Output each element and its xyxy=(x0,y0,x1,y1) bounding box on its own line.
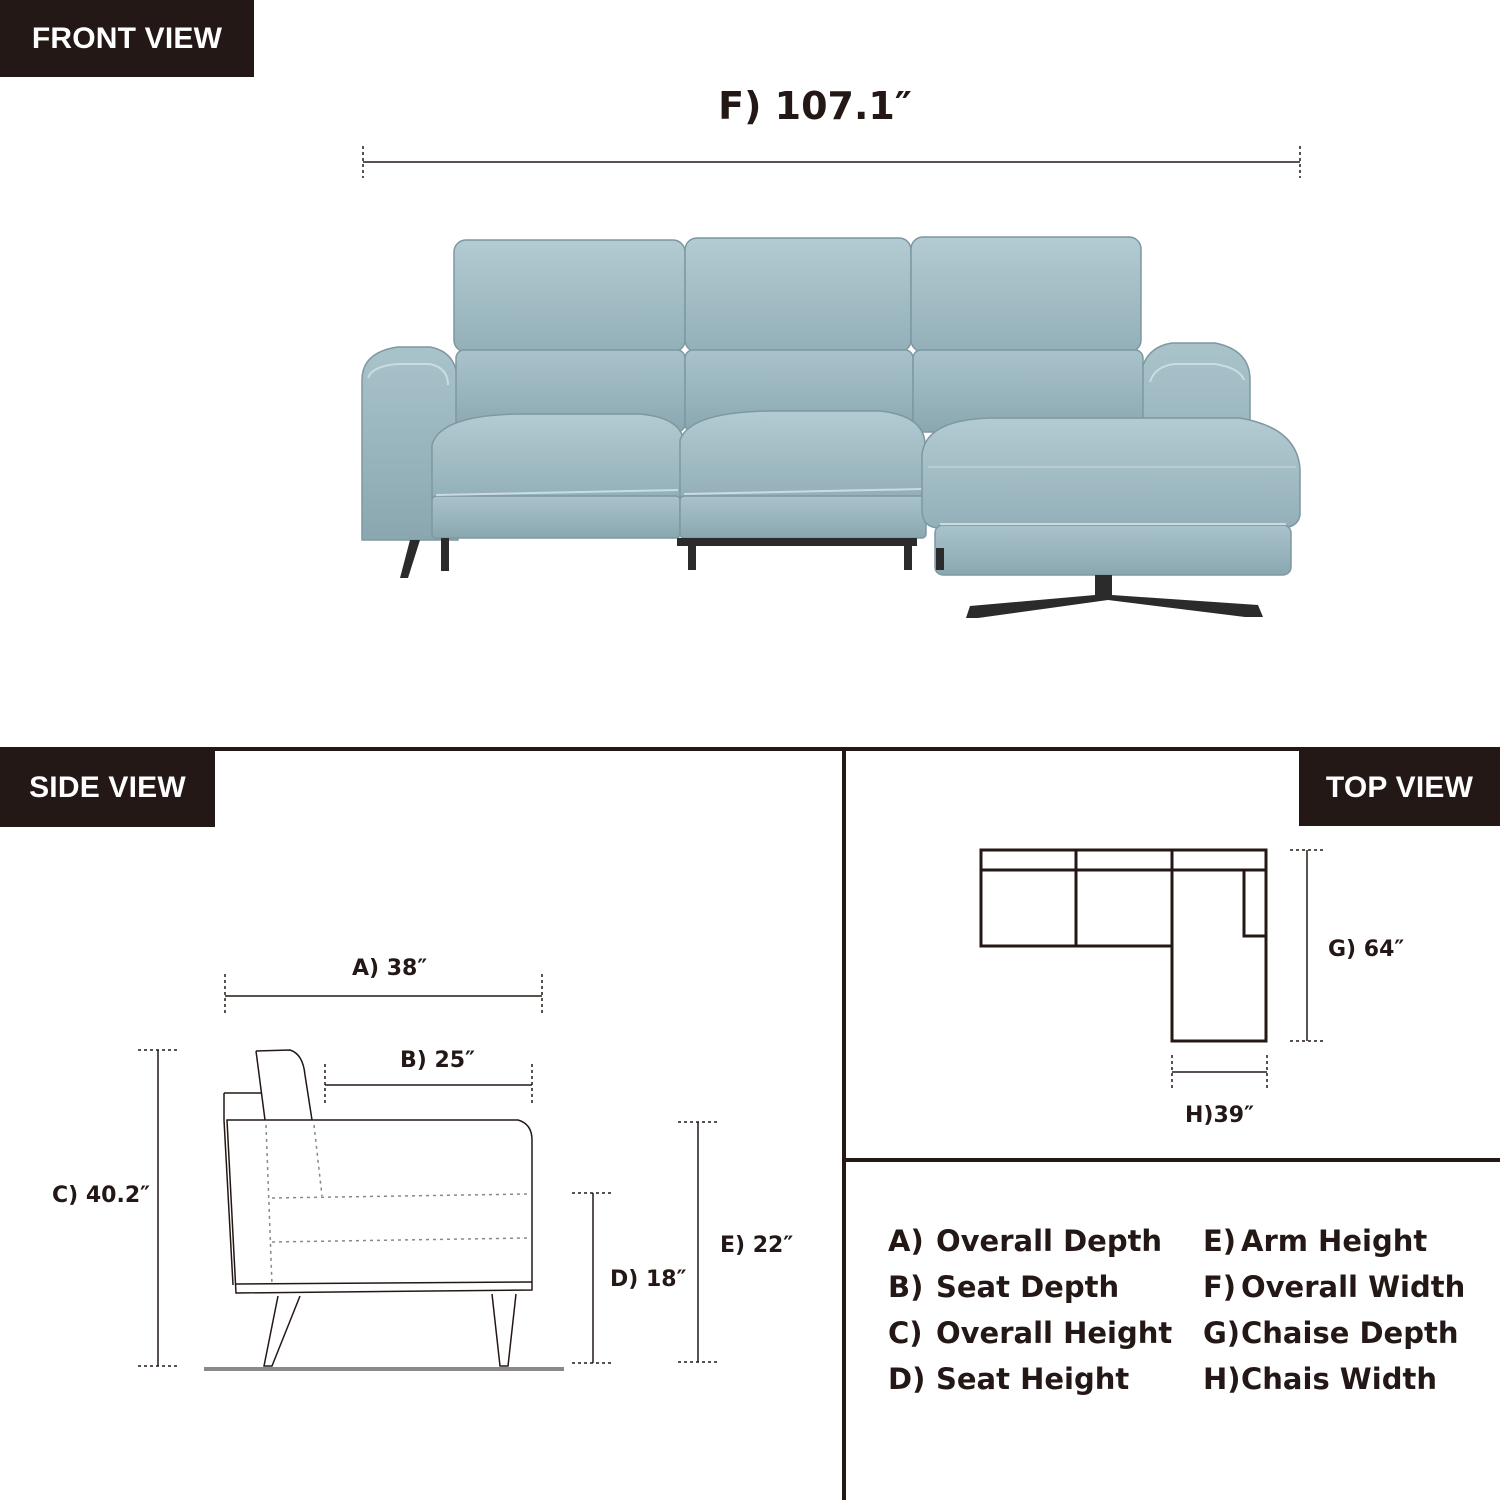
overall-depth-label: A) 38″ xyxy=(352,956,428,981)
overall-width-label: F) 107.1″ xyxy=(718,84,912,128)
legend-text: Chais Width xyxy=(1241,1362,1437,1396)
seat-height-label: D) 18″ xyxy=(610,1267,687,1292)
arm-height-label: E) 22″ xyxy=(720,1233,794,1258)
top-view-tag: TOP VIEW xyxy=(1299,749,1500,826)
legend-key: F) xyxy=(1203,1270,1237,1304)
legend-key: C) xyxy=(888,1316,923,1350)
legend-item xyxy=(888,1310,1172,1356)
legend-item xyxy=(888,1356,1172,1402)
legend-item xyxy=(1203,1264,1465,1310)
legend-item xyxy=(888,1264,1172,1310)
legend-text: Overall Width xyxy=(1241,1270,1466,1304)
legend-text: Overall Depth xyxy=(936,1224,1163,1258)
overall-height-label: C) 40.2″ xyxy=(52,1183,150,1208)
chaise-depth-label: G) 64″ xyxy=(1328,937,1405,962)
front-view-tag: FRONT VIEW xyxy=(0,0,254,77)
legend-key: H) xyxy=(1203,1362,1241,1396)
legend-key: D) xyxy=(888,1362,926,1396)
chaise-width-label: H)39″ xyxy=(1185,1103,1254,1128)
seat-depth-label: B) 25″ xyxy=(400,1048,475,1073)
legend-key: E) xyxy=(1203,1224,1237,1258)
legend-text: Chaise Depth xyxy=(1241,1316,1459,1350)
legend-key: A) xyxy=(888,1224,924,1258)
legend-text: Overall Height xyxy=(936,1316,1173,1350)
legend-item xyxy=(888,1218,1172,1264)
legend-key: G) xyxy=(1203,1316,1241,1350)
legend-text: Arm Height xyxy=(1241,1224,1428,1258)
legend-item xyxy=(1203,1310,1465,1356)
legend-item xyxy=(1203,1218,1465,1264)
legend-text: Seat Depth xyxy=(936,1270,1120,1304)
legend-left-column xyxy=(888,1218,1172,1402)
side-view-tag: SIDE VIEW xyxy=(0,749,215,827)
legend-item xyxy=(1203,1356,1465,1402)
legend-key: B) xyxy=(888,1270,924,1304)
legend-text: Seat Height xyxy=(936,1362,1130,1396)
legend-right-column xyxy=(1203,1218,1465,1402)
